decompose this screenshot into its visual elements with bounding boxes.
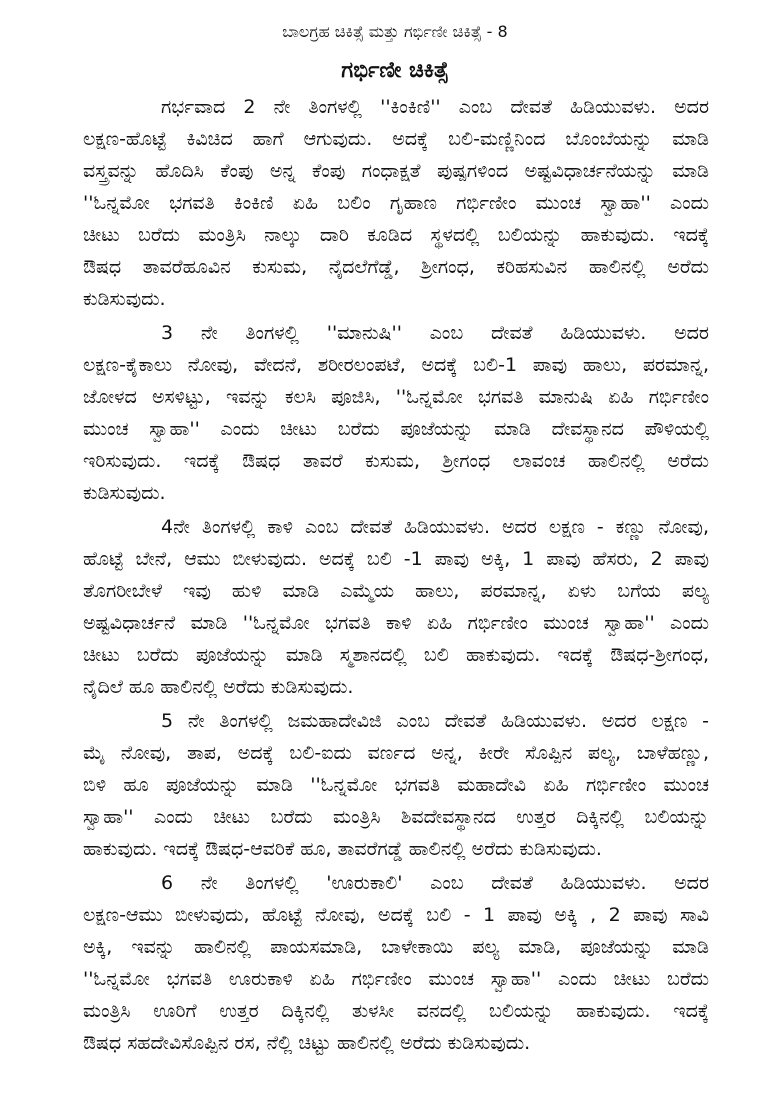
text-line: ತೊಗರೀಬೇಳೆ ಇವು ಹುಳಿ ಮಾಡಿ ಎಮ್ಮೆಯ ಹಾಲು, ಪರಮಾನ್ನ, ಏಳು ಬಗೆಯ ಪಲ್ಯ bbox=[83, 580, 709, 602]
section-title: ಗರ್ಭಿಣೀ ಚಿಕಿತ್ಸೆ bbox=[341, 58, 449, 83]
text-line: ಕುಡಿಸುವುದು. bbox=[83, 288, 166, 310]
text-line: ಲಕ್ಷಣ-ಕೈಕಾಲು ನೋವು, ವೇದನೆ, ಶರೀರಲಂಪಟೆ, ಅದಕ್ಕೆ ಬಲಿ-1 ಪಾವು ಹಾಲು, ಪರಮಾನ್ನ, bbox=[83, 354, 709, 376]
text-line: 3 ನೇ ತಿಂಗಳಲ್ಲಿ ''ಮಾನುಷಿ'' ಎಂಬ ದೇವತೆ ಹಿಡಿಯುವಳು. ಅದರ bbox=[161, 322, 709, 344]
paragraph bbox=[83, 511, 709, 703]
text-line: ''ಓನ್ನಮೋ ಭಗವತಿ ಊರುಕಾಳಿ ಏಹಿ ಗರ್ಭಿಣೀಂ ಮುಂಚ ಸ್ವಾಹಾ'' ಎಂದು ಚೀಟು ಬರೆದು bbox=[83, 968, 709, 990]
paragraph bbox=[83, 91, 709, 315]
text-line: ಲಕ್ಷಣ-ಹೊಟ್ಟೆ ಕಿವಿಚಿದ ಹಾಗೆ ಆಗುವುದು. ಅದಕ್ಕೆ ಬಲಿ-ಮಣ್ಣಿನಿಂದ ಬೊಂಬೆಯನ್ನು ಮಾಡಿ bbox=[83, 128, 709, 150]
text-line: 6 ನೇ ತಿಂಗಳಲ್ಲಿ 'ಊರುಕಾಲಿ' ಎಂಬ ದೇವತೆ ಹಿಡಿಯುವಳು. ಅದರ bbox=[161, 872, 709, 894]
body-text bbox=[83, 91, 709, 1061]
text-line: ಕುಡಿಸುವುದು. bbox=[83, 482, 166, 504]
running-header: ಬಾಲಗ್ರಹ ಚಿಕಿತ್ಸೆ ಮತ್ತು ಗರ್ಭಿಣೀ ಚಿಕಿತ್ಸೆ - 8 bbox=[282, 22, 508, 41]
text-line: 5 ನೇ ತಿಂಗಳಲ್ಲಿ ಜಮಹಾದೇವಿಜಿ ಎಂಬ ದೇವತೆ ಹಿಡಿಯುವಳು. ಅದರ ಲಕ್ಷಣ - bbox=[161, 710, 709, 732]
text-line: ವಸ್ತ್ರವನ್ನು ಹೊದಿಸಿ ಕೆಂಪು ಅನ್ನ ಕೆಂಪು ಗಂಧಾಕ್ಷತೆ ಪುಷ್ಪಗಳಿಂದ ಅಷ್ಟವಿಧಾರ್ಚನೆಯನ್ನು ಮಾಡಿ bbox=[83, 160, 709, 182]
text-line: ಮುಂಚ ಸ್ವಾಹಾ'' ಎಂದು ಚೀಟು ಬರೆದು ಪೂಜೆಯನ್ನು ಮಾಡಿ ದೇವಸ್ಥಾನದ ಪೌಳಿಯಲ್ಲಿ bbox=[83, 418, 709, 440]
text-line: ಮಂತ್ರಿಸಿ ಊರಿಗೆ ಉತ್ತರ ದಿಕ್ಕಿನಲ್ಲಿ ತುಳಸೀ ವನದಲ್ಲಿ ಬಲಿಯನ್ನು ಹಾಕುವುದು. ಇದಕ್ಕೆ bbox=[83, 1000, 709, 1022]
paragraph bbox=[83, 867, 709, 1059]
text-line: ಔಷಧ ಸಹದೇವಿಸೊಪ್ಪಿನ ರಸ, ನೆಲ್ಲಿ ಚಿಟ್ಟು ಹಾಲಿನಲ್ಲಿ ಅರೆದು ಕುಡಿಸುವುದು. bbox=[83, 1032, 531, 1054]
text-line: 4ನೇ ತಿಂಗಳಲ್ಲಿ ಕಾಳಿ ಎಂಬ ದೇವತೆ ಹಿಡಿಯುವಳು. ಅದರ ಲಕ್ಷಣ - ಕಣ್ಣು ನೋವು, bbox=[161, 516, 709, 538]
text-line: ಚೀಟು ಬರೆದು ಪೂಜೆಯನ್ನು ಮಾಡಿ ಸ್ಮಶಾನದಲ್ಲಿ ಬಲಿ ಹಾಕುವುದು. ಇದಕ್ಕೆ ಔಷಧ-ಶ್ರೀಗಂಧ, bbox=[83, 644, 709, 666]
paragraph bbox=[83, 705, 709, 865]
text-line: ಸ್ವಾಹಾ'' ಎಂದು ಚೀಟು ಬರೆದು ಮಂತ್ರಿಸಿ ಶಿವದೇವಸ್ಥಾನದ ಉತ್ತರ ದಿಕ್ಕಿನಲ್ಲಿ ಬಲಿಯನ್ನು bbox=[83, 806, 709, 828]
text-line: ಹಾಕುವುದು. ಇದಕ್ಕೆ ಔಷಧ-ಆವರಿಕೆ ಹೂ, ತಾವರೆಗಡ್ಡೆ ಹಾಲಿನಲ್ಲಿ ಅರೆದು ಕುಡಿಸುವುದು. bbox=[83, 838, 602, 860]
text-line: ಔಷಧ ತಾವರೆಹೂವಿನ ಕುಸುಮ, ನೈದಲೆಗೆಡ್ಡೆ, ಶ್ರೀಗಂಧ, ಕರಿಹಸುವಿನ ಹಾಲಿನಲ್ಲಿ ಅರೆದು bbox=[83, 256, 709, 278]
text-line: ಇರಿಸುವುದು. ಇದಕ್ಕೆ ಔಷಧ ತಾವರೆ ಕುಸುಮ, ಶ್ರೀಗಂಧ ಲಾವಂಚ ಹಾಲಿನಲ್ಲಿ ಅರೆದು bbox=[83, 450, 709, 472]
text-line: ಗರ್ಭವಾದ 2 ನೇ ತಿಂಗಳಲ್ಲಿ ''ಕಿಂಕಿಣಿ'' ಎಂಬ ದೇವತೆ ಹಿಡಿಯುವಳು. ಅದರ bbox=[161, 96, 709, 118]
text-line: ಅಷ್ಟವಿಧಾರ್ಚನೆ ಮಾಡಿ ''ಓನ್ನಮೋ ಭಗವತಿ ಕಾಳಿ ಏಹಿ ಗರ್ಭಿಣೀಂ ಮುಂಚ ಸ್ವಾಹಾ'' ಎಂದು bbox=[83, 612, 709, 634]
text-line: ಚೀಟು ಬರೆದು ಮಂತ್ರಿಸಿ ನಾಲ್ಕು ದಾರಿ ಕೂಡಿದ ಸ್ಥಳದಲ್ಲಿ ಬಲಿಯನ್ನು ಹಾಕುವುದು. ಇದಕ್ಕೆ bbox=[83, 224, 709, 246]
text-line: ಲಕ್ಷಣ-ಆಮು ಬೀಳುವುದು, ಹೊಟ್ಟೆ ನೋವು, ಅದಕ್ಕೆ ಬಲಿ - 1 ಪಾವು ಅಕ್ಕಿ , 2 ಪಾವು ಸಾವಿ bbox=[83, 904, 709, 926]
paragraph bbox=[83, 317, 709, 509]
text-line: ಬಿಳಿ ಹೂ ಪೂಜೆಯನ್ನು ಮಾಡಿ ''ಓನ್ನಮೋ ಭಗವತಿ ಮಹಾದೇವಿ ಏಹಿ ಗರ್ಭಿಣೀಂ ಮುಂಚ bbox=[83, 774, 709, 796]
text-line: ಅಕ್ಕಿ, ಇವನ್ನು ಹಾಲಿನಲ್ಲಿ ಪಾಯಸಮಾಡಿ, ಬಾಳೇಕಾಯಿ ಪಲ್ಯ ಮಾಡಿ, ಪೂಜೆಯನ್ನು ಮಾಡಿ bbox=[83, 936, 709, 958]
text-line: ಜೋಳದ ಅಸಳಿಟ್ಟು, ಇವನ್ನು ಕಲಸಿ ಪೂಜಿಸಿ, ''ಓನ್ನಮೋ ಭಗವತಿ ಮಾನುಷಿ ಏಹಿ ಗರ್ಭಿಣೀಂ bbox=[83, 386, 709, 408]
text-line: ನೈದಿಲೆ ಹೂ ಹಾಲಿನಲ್ಲಿ ಅರೆದು ಕುಡಿಸುವುದು. bbox=[83, 676, 354, 698]
text-line: ''ಓನ್ನಮೋ ಭಗವತಿ ಕಿಂಕಿಣಿ ಏಹಿ ಬಲಿಂ ಗೃಹಾಣ ಗರ್ಭಿಣೀಂ ಮುಂಚ ಸ್ವಾಹಾ'' ಎಂದು bbox=[83, 192, 709, 214]
text-line: ಹೊಟ್ಟೆ ಬೇನೆ, ಆಮು ಬೀಳುವುದು. ಅದಕ್ಕೆ ಬಲಿ -1 ಪಾವು ಅಕ್ಕಿ, 1 ಪಾವು ಹೆಸರು, 2 ಪಾವು bbox=[83, 548, 709, 570]
text-line: ಮೈ ನೋವು, ತಾಪ, ಅದಕ್ಕೆ ಬಲಿ-ಐದು ವರ್ಣದ ಅನ್ನ, ಕೀರೇ ಸೊಪ್ಪಿನ ಪಲ್ಯ, ಬಾಳೆಹಣ್ಣು, bbox=[83, 742, 709, 764]
